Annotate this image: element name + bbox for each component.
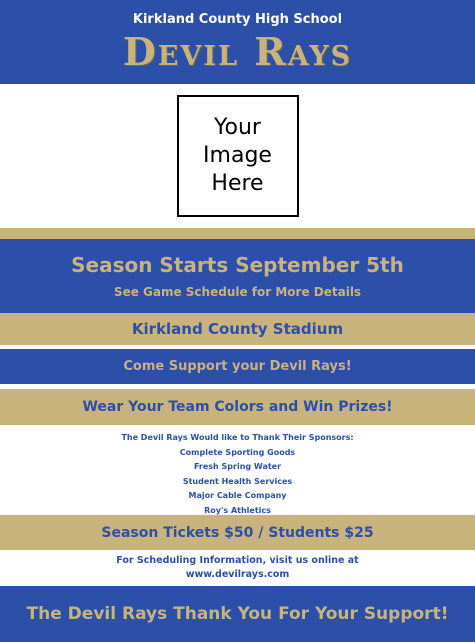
support-band — [0, 349, 475, 384]
sponsor-item: Major Cable Company — [188, 491, 287, 501]
colors-prize-band — [0, 389, 475, 425]
image-placeholder[interactable] — [177, 95, 299, 217]
header-band — [0, 0, 475, 84]
team-title: Devil Rays — [122, 29, 353, 74]
venue-band — [0, 313, 475, 345]
info-text: For Scheduling Information, visit us online at — [116, 555, 359, 566]
sponsor-item: Complete Sporting Goods — [179, 447, 296, 457]
sponsor-item: Roy's Athletics — [204, 505, 271, 515]
tickets-text: Season Tickets $50 / Students $25 — [101, 524, 374, 541]
info-section — [0, 550, 475, 586]
support-text: Come Support your Devil Rays! — [123, 359, 352, 374]
image-area — [0, 84, 475, 228]
school-name: Kirkland County High School — [132, 12, 343, 27]
gold-stripe — [0, 228, 475, 239]
venue-text: Kirkland County Stadium — [131, 320, 344, 338]
website-link[interactable]: www.devilrays.com — [185, 569, 290, 580]
season-band — [0, 239, 475, 313]
season-subtitle: See Game Schedule for More Details — [113, 285, 362, 299]
thanks-text: The Devil Rays Thank You For Your Support! — [26, 604, 449, 624]
thanks-band — [0, 586, 475, 642]
sponsors-section — [0, 425, 475, 515]
season-title: Season Starts September 5th — [71, 253, 404, 277]
image-placeholder-text: Your Image Here — [203, 115, 272, 196]
sponsor-item: Fresh Spring Water — [193, 462, 282, 472]
tickets-band — [0, 515, 475, 550]
sponsor-item: Student Health Services — [182, 476, 293, 486]
colors-prize-text: Wear Your Team Colors and Win Prizes! — [82, 399, 393, 415]
sponsors-heading: The Devil Rays Would like to Thank Their Sponsors: — [121, 433, 354, 442]
